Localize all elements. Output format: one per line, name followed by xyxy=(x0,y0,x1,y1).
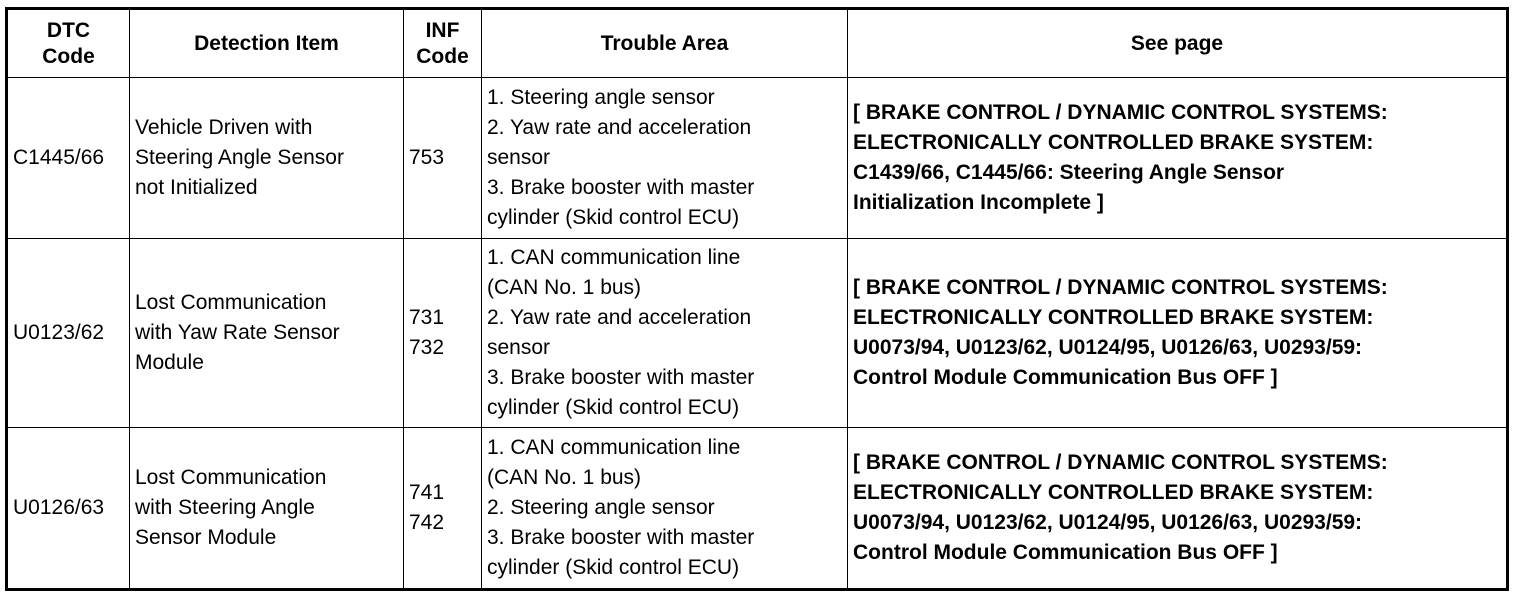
inf-code-cell: 753 xyxy=(404,78,482,239)
header-inf-code: INF Code xyxy=(404,9,482,78)
trouble-area-cell: 1. CAN communication line (CAN No. 1 bus) 2. Yaw rate and acceleration sensor 3. Brake booster with master cylinder (Skid control ECU) xyxy=(482,239,848,428)
trouble-area-cell: 1. CAN communication line (CAN No. 1 bus) 2. Steering angle sensor 3. Brake booster with master cylinder (Skid control ECU) xyxy=(482,428,848,590)
header-row xyxy=(7,9,1508,78)
table-row xyxy=(7,239,1508,428)
detection-item-cell: Lost Communication with Yaw Rate Sensor Module xyxy=(130,239,404,428)
trouble-area-cell: 1. Steering angle sensor 2. Yaw rate and acceleration sensor 3. Brake booster with master cylinder (Skid control ECU) xyxy=(482,78,848,239)
detection-item-cell: Vehicle Driven with Steering Angle Sensor not Initialized xyxy=(130,78,404,239)
dtc-table xyxy=(5,7,1509,591)
table-row xyxy=(7,78,1508,239)
inf-code-cell: 741 742 xyxy=(404,428,482,590)
header-see-page: See page xyxy=(848,9,1508,78)
dtc-code-cell: U0126/63 xyxy=(7,428,130,590)
see-page-link[interactable]: [ BRAKE CONTROL / DYNAMIC CONTROL SYSTEMS: ELECTRONICALLY CONTROLLED BRAKE SYSTEM: U0073/94, U0123/62, U0124/95, U0126/63, U0293/59: Control Module Communication Bus OFF ] xyxy=(848,239,1508,428)
header-dtc-code: DTC Code xyxy=(7,9,130,78)
dtc-code-cell: C1445/66 xyxy=(7,78,130,239)
header-trouble-area: Trouble Area xyxy=(482,9,848,78)
table-row xyxy=(7,428,1508,590)
header-detection-item: Detection Item xyxy=(130,9,404,78)
see-page-link[interactable]: [ BRAKE CONTROL / DYNAMIC CONTROL SYSTEMS: ELECTRONICALLY CONTROLLED BRAKE SYSTEM: U0073/94, U0123/62, U0124/95, U0126/63, U0293/59: Control Module Communication Bus OFF ] xyxy=(848,428,1508,590)
detection-item-cell: Lost Communication with Steering Angle Sensor Module xyxy=(130,428,404,590)
dtc-code-cell: U0123/62 xyxy=(7,239,130,428)
see-page-link[interactable]: [ BRAKE CONTROL / DYNAMIC CONTROL SYSTEMS: ELECTRONICALLY CONTROLLED BRAKE SYSTEM: C1439/66, C1445/66: Steering Angle Sensor Initialization Incomplete ] xyxy=(848,78,1508,239)
inf-code-cell: 731 732 xyxy=(404,239,482,428)
